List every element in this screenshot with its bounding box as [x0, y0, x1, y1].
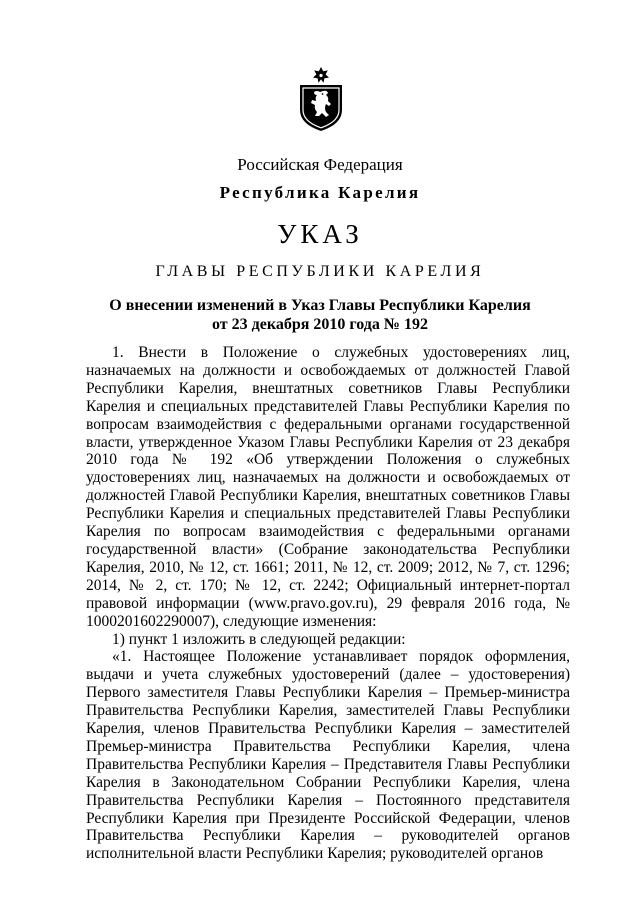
issuer-name: ГЛАВЫ РЕСПУБЛИКИ КАРЕЛИЯ: [155, 263, 485, 280]
decree-title-line-2: от 23 декабря 2010 года № 192: [212, 316, 428, 333]
body-paragraph: «1. Настоящее Положение устанавливает порядок оформления, выдачи и учета служебных удостоверений (далее – удостоверения) Первого заместителя Главы Республики Карелия – Премьер-министра Правительства Республики Карелия, заместителей Главы Республики Карелия, членов Правительства Республики Карелия – заместителей Премьер-министра Правительства Республики Карелия, члена Правительства Республики Карелия – Представителя Главы Республики Карелия в Законодательном Собрании Республики Карелия, члена Правительства Республики Карелия – Постоянного представителя Республики Карелия при Президенте Российской Федерации, членов Правительства Республики Карелия – руководителей органов исполнительной власти Республики Карелия; руководителей органов: [86, 648, 570, 863]
decree-title: [0, 296, 640, 334]
coat-of-arms-icon: [296, 66, 346, 132]
body-paragraph: 1) пункт 1 изложить в следующей редакции:: [112, 630, 406, 648]
federation-name: Российская Федерация: [237, 155, 403, 174]
body-paragraph: 1. Внести в Положение о служебных удостоверениях лиц, назначаемых на должности и освобождаемых от должностей Главой Республики Карелия, внештатных советников Главы Республики Карелия и специальных представителей Главы Республики Карелия по вопросам взаимодействия с федеральными органами государственной власти, утвержденное Указом Главы Республики Карелия от 23 декабря 2010 года № 192 «Об утверждении Положения о служебных удостоверениях лиц, назначаемых на должности и освобождаемых от должностей Главой Республики Карелия, внештатных советников Главы Республики Карелия и специальных представителей Главы Республики Карелия по вопросам взаимодействия с федеральными органами государственной власти» (Собрание законодательства Республики Карелия, 2010, № 12, ст. 1661; 2011, № 12, ст. 2009; 2012, № 7, ст. 1296; 2014, № 2, ст. 170; № 12, ст. 2242; Официальный интернет-портал правовой информации (www.pravo.gov.ru), 29 февраля 2016 года, № 1000201602290007), следующие изменения:: [86, 344, 570, 630]
document-type: УКАЗ: [277, 219, 363, 249]
republic-name: Республика Карелия: [219, 183, 421, 202]
decree-title-line-1: О внесении изменений в Указ Главы Республики Карелия: [109, 297, 531, 314]
decree-body: [86, 344, 570, 863]
